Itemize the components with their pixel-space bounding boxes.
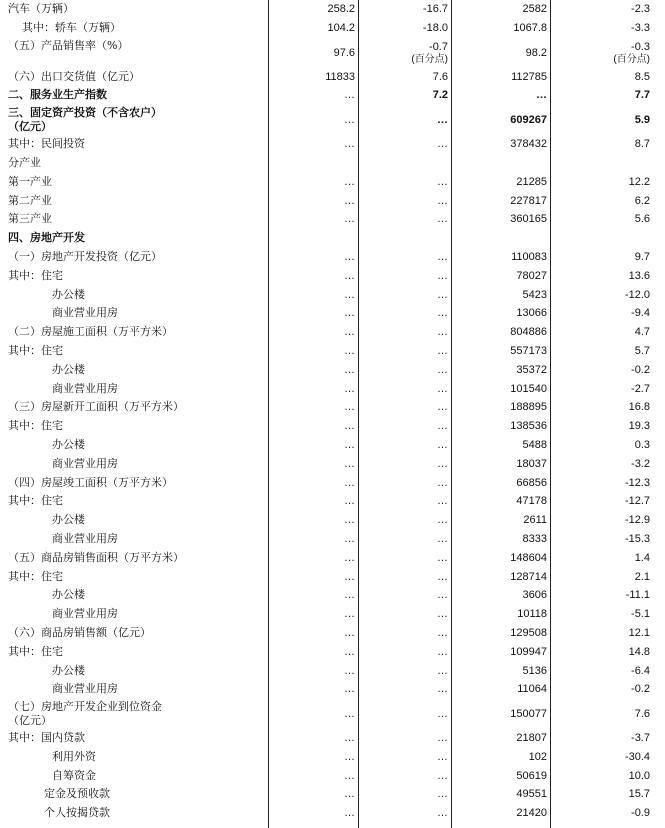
cell-v4: -0.2: [631, 363, 650, 376]
cell-v2: …: [437, 457, 448, 470]
cell-v2: …: [437, 570, 448, 583]
table-row: [0, 643, 665, 662]
cell-v4: 16.8: [628, 401, 650, 414]
row-label: 二、服务业生产指数: [8, 88, 107, 102]
row-label: 其中：住宅: [8, 644, 63, 658]
cell-v2: …: [437, 551, 448, 564]
cell-v1: …: [344, 175, 355, 188]
row-label: 商业营业用房: [52, 381, 118, 395]
cell-v1: …: [344, 457, 355, 470]
cell-v2: …: [437, 326, 448, 339]
cell-v3: 2611: [523, 514, 547, 527]
cell-v1: …: [344, 626, 355, 639]
cell-v4: 10.0: [628, 769, 650, 782]
cell-v1: …: [344, 326, 355, 339]
cell-v2: …: [437, 401, 448, 414]
table-row: [0, 398, 665, 417]
column-divider: [550, 0, 551, 828]
cell-v1: …: [344, 769, 355, 782]
table-row: [0, 267, 665, 286]
row-label: 办公楼: [52, 287, 85, 301]
table-row: [0, 173, 665, 192]
cell-v4: 7.6: [634, 708, 650, 721]
cell-v1: …: [344, 213, 355, 226]
cell-v4: -12.3: [624, 476, 650, 489]
cell-v1: …: [344, 438, 355, 451]
cell-v4: 5.6: [634, 213, 650, 226]
cell-v1: …: [344, 750, 355, 763]
cell-v2: -16.7: [422, 3, 448, 15]
table-row: [0, 804, 665, 823]
cell-v1: …: [344, 732, 355, 745]
table-row: [0, 767, 665, 786]
table-row: [0, 586, 665, 605]
table-row: [0, 662, 665, 681]
cell-v2: …: [437, 288, 448, 301]
cell-v4: 14.8: [628, 645, 650, 658]
table-row: [0, 455, 665, 474]
cell-v3: 609267: [510, 114, 547, 127]
cell-v2: …: [437, 807, 448, 820]
row-label: 办公楼: [52, 437, 85, 451]
cell-v2: …: [437, 788, 448, 801]
cell-v2: …: [437, 476, 448, 489]
cell-v4: 8.5: [634, 70, 650, 83]
cell-v2: …: [437, 194, 448, 207]
table-row: [0, 38, 665, 68]
cell-v2: …: [437, 138, 448, 151]
cell-v4: [550, 229, 653, 248]
row-label: 定金及预收款: [44, 787, 110, 801]
row-label: 第三产业: [8, 212, 52, 226]
cell-v4: -0.3 (百分点): [613, 40, 650, 65]
row-label: 汽车（万辆）: [8, 2, 74, 15]
cell-v2: …: [437, 683, 448, 696]
cell-v3: 98.2: [525, 46, 547, 59]
cell-v3: 35372: [516, 363, 547, 376]
table-row: [0, 210, 665, 229]
cell-v1: …: [344, 608, 355, 621]
cell-v4: 6.2: [634, 194, 650, 207]
row-label: （六）出口交货值（亿元）: [8, 69, 140, 83]
column-divider: [358, 0, 359, 828]
cell-v2: 7.2: [432, 89, 448, 102]
cell-v4: 0.3: [634, 438, 650, 451]
cell-v2: …: [437, 514, 448, 527]
cell-v1: [268, 229, 358, 248]
table-row: [0, 549, 665, 568]
cell-v1: …: [344, 420, 355, 433]
table-row: [0, 86, 665, 105]
table-row: [0, 154, 665, 173]
cell-v3: 66856: [516, 476, 547, 489]
row-label: 其中：住宅: [8, 343, 63, 357]
cell-v2: …: [437, 420, 448, 433]
row-label: 商业营业用房: [52, 607, 118, 621]
cell-v3: 148604: [510, 551, 547, 564]
cell-v4: -2.3: [631, 3, 650, 15]
row-label: 其中：住宅: [8, 494, 63, 508]
cell-v2: …: [437, 344, 448, 357]
row-label: 办公楼: [52, 513, 85, 527]
table-row: [0, 530, 665, 549]
row-label: （七）房地产开发企业到位资金 （亿元）: [8, 700, 162, 728]
row-label: 其中：住宅: [8, 569, 63, 583]
cell-v1: …: [344, 344, 355, 357]
cell-v3: 21420: [516, 807, 547, 820]
cell-v3: 49551: [516, 788, 547, 801]
row-label: （五）商品房销售面积（万平方米）: [8, 550, 184, 564]
cell-v2: 7.6: [432, 70, 448, 83]
cell-v1: …: [344, 138, 355, 151]
cell-v3: 5423: [522, 288, 547, 301]
row-label: （一）房地产开发投资（亿元）: [8, 249, 162, 263]
cell-v3: 378432: [510, 138, 547, 151]
cell-v3: 138536: [510, 420, 547, 433]
row-label: 商业营业用房: [52, 306, 118, 320]
cell-v2: …: [437, 382, 448, 395]
cell-v1: …: [344, 495, 355, 508]
row-label: 第一产业: [8, 174, 52, 188]
cell-v1: [268, 154, 358, 173]
column-divider: [451, 0, 452, 828]
cell-v3: 21285: [516, 175, 547, 188]
row-label: 自筹资金: [52, 768, 96, 782]
cell-v2: …: [437, 495, 448, 508]
table-row: [0, 680, 665, 699]
cell-v3: 78027: [516, 269, 547, 282]
row-label: 其中：住宅: [8, 268, 63, 282]
cell-v1: …: [344, 645, 355, 658]
row-label: （二）房屋施工面积（万平方米）: [8, 325, 173, 339]
cell-v2: …: [437, 708, 448, 721]
cell-v3: 129508: [510, 626, 547, 639]
row-label: 利用外资: [52, 749, 96, 763]
cell-v4: -30.4: [624, 750, 650, 763]
cell-v1: 97.6: [333, 46, 355, 59]
cell-v1: …: [344, 514, 355, 527]
cell-v3: 13066: [516, 307, 547, 320]
cell-v3: 360165: [510, 213, 547, 226]
cell-v1: …: [344, 532, 355, 545]
cell-v1: …: [344, 807, 355, 820]
cell-v1: …: [344, 476, 355, 489]
cell-v3: 112785: [511, 70, 547, 83]
cell-v3: 10118: [517, 608, 547, 621]
cell-v4: -15.3: [624, 532, 650, 545]
cell-v3: 150077: [510, 708, 547, 721]
cell-v3: [451, 154, 550, 173]
cell-v1: …: [344, 114, 355, 127]
cell-v2: …: [437, 175, 448, 188]
table-row: [0, 785, 665, 804]
table-row: [0, 361, 665, 380]
cell-v4: -6.4: [631, 664, 650, 677]
cell-v2: …: [437, 250, 448, 263]
table-row: [0, 135, 665, 154]
cell-v3: [451, 229, 550, 248]
cell-v3: 5488: [522, 438, 547, 451]
row-label: 办公楼: [52, 588, 85, 602]
cell-v3: 128714: [510, 570, 547, 583]
table-row: [0, 192, 665, 211]
cell-v4: 1.4: [634, 551, 650, 564]
cell-v2: …: [437, 114, 448, 127]
cell-v3: 8333: [522, 532, 547, 545]
cell-v2: …: [437, 626, 448, 639]
cell-v4: 12.2: [628, 175, 650, 188]
table-row: [0, 417, 665, 436]
table-row: [0, 492, 665, 511]
cell-v1: …: [344, 788, 355, 801]
table-row: [0, 68, 665, 87]
cell-v4: -12.0: [624, 288, 650, 301]
cell-v4: 13.6: [628, 269, 650, 282]
cell-v3: 3606: [522, 589, 547, 602]
cell-v4: 5.7: [634, 344, 650, 357]
column-divider: [268, 0, 269, 828]
table-row: [0, 229, 665, 248]
table-row: [0, 568, 665, 587]
cell-v2: [358, 229, 451, 248]
row-label: 其中：轿车（万辆）: [22, 20, 121, 34]
cell-v2: …: [437, 645, 448, 658]
cell-v4: -12.9: [624, 514, 650, 527]
cell-v2: …: [437, 664, 448, 677]
cell-v2: …: [437, 769, 448, 782]
cell-v1: …: [344, 708, 355, 721]
cell-v4: -9.4: [631, 307, 650, 320]
cell-v3: 2582: [522, 3, 547, 15]
table-row: [0, 286, 665, 305]
table-row: [0, 624, 665, 643]
cell-v3: 1067.8: [513, 21, 547, 34]
row-label: 其中：国内贷款: [8, 731, 85, 745]
cell-v4: 8.7: [634, 138, 650, 151]
cell-v3: 804886: [510, 326, 547, 339]
cell-v1: 11833: [325, 70, 355, 83]
cell-v1: …: [344, 288, 355, 301]
row-label: （六）商品房销售额（亿元）: [8, 625, 151, 639]
cell-v2: …: [437, 307, 448, 320]
row-label: 办公楼: [52, 663, 85, 677]
table-row: [0, 105, 665, 135]
cell-v3: 110083: [511, 250, 547, 263]
cell-v4: -2.7: [631, 382, 650, 395]
table-row: [0, 19, 665, 38]
cell-v1: …: [344, 664, 355, 677]
cell-v2: …: [437, 608, 448, 621]
row-label: 办公楼: [52, 362, 85, 376]
cell-v4: 19.3: [628, 420, 650, 433]
row-label: 商业营业用房: [52, 456, 118, 470]
cell-v4: 7.7: [634, 89, 650, 102]
cell-v1: …: [344, 589, 355, 602]
cell-v2: …: [437, 589, 448, 602]
cell-v4: 4.7: [634, 326, 650, 339]
cell-v3: 109947: [510, 645, 547, 658]
cell-v2: …: [437, 213, 448, 226]
table-row: [0, 0, 665, 19]
cell-v1: 104.2: [327, 21, 355, 34]
cell-v1: …: [344, 307, 355, 320]
row-label: 四、房地产开发: [8, 231, 85, 245]
cell-v2: …: [437, 438, 448, 451]
cell-v1: …: [344, 683, 355, 696]
cell-v3: 101540: [510, 382, 547, 395]
cell-v1: …: [344, 194, 355, 207]
cell-v2: …: [437, 269, 448, 282]
table-row: [0, 474, 665, 493]
cell-v4: -0.2: [631, 683, 650, 696]
table-row: [0, 511, 665, 530]
cell-v1: …: [344, 382, 355, 395]
cell-v3: 50619: [516, 769, 547, 782]
cell-v4: -0.9: [631, 807, 650, 820]
cell-v1: …: [344, 363, 355, 376]
table-row: [0, 748, 665, 767]
cell-v3: 188895: [510, 401, 547, 414]
cell-v4: -5.1: [631, 608, 650, 621]
row-label: 其中：住宅: [8, 419, 63, 433]
cell-v2: …: [437, 532, 448, 545]
table-row: [0, 248, 665, 267]
table-row: [0, 342, 665, 361]
cell-v2: …: [437, 732, 448, 745]
cell-v3: 557173: [510, 344, 547, 357]
cell-v4: -3.3: [631, 21, 650, 34]
row-label: 分产业: [8, 155, 41, 169]
table-row: [0, 380, 665, 399]
cell-v3: 47178: [516, 495, 547, 508]
row-label: 个人按揭贷款: [44, 806, 110, 820]
row-label: （四）房屋竣工面积（万平方米）: [8, 475, 173, 489]
cell-v1: …: [344, 89, 355, 102]
row-label: 三、固定资产投资（不含农户） （亿元）: [8, 106, 162, 134]
cell-v4: [550, 154, 653, 173]
cell-v2: [358, 154, 451, 173]
cell-v3: 21807: [516, 732, 547, 745]
table-row: [0, 729, 665, 748]
cell-v3: 102: [528, 750, 547, 763]
cell-v4: -3.2: [631, 457, 650, 470]
cell-v1: …: [344, 551, 355, 564]
cell-v4: -11.1: [625, 589, 650, 602]
row-label: 其中：民间投资: [8, 137, 85, 151]
cell-v4: 2.1: [634, 570, 650, 583]
table-row: [0, 605, 665, 624]
table-row: [0, 436, 665, 455]
row-label: 商业营业用房: [52, 531, 118, 545]
cell-v1: 258.2: [327, 3, 355, 15]
table-row: [0, 699, 665, 729]
row-label: 商业营业用房: [52, 682, 118, 696]
cell-v4: 5.9: [634, 114, 650, 127]
cell-v1: …: [344, 250, 355, 263]
cell-v2: -18.0: [422, 21, 448, 34]
cell-v1: …: [344, 570, 355, 583]
cell-v3: 11064: [517, 683, 547, 696]
cell-v2: …: [437, 750, 448, 763]
cell-v2: …: [437, 363, 448, 376]
row-label: （五）产品销售率（%）: [8, 38, 129, 52]
row-label: 第二产业: [8, 193, 52, 207]
cell-v3: …: [536, 89, 547, 102]
cell-v1: …: [344, 269, 355, 282]
cell-v4: 15.7: [628, 788, 650, 801]
cell-v4: -3.7: [631, 732, 650, 745]
cell-v3: 18037: [516, 457, 547, 470]
cell-v4: -12.7: [624, 495, 650, 508]
cell-v1: …: [344, 401, 355, 414]
table-row: [0, 323, 665, 342]
cell-v2: -0.7 (百分点): [411, 40, 448, 65]
cell-v3: 5136: [522, 664, 547, 677]
cell-v4: 9.7: [634, 250, 650, 263]
row-label: （三）房屋新开工面积（万平方米）: [8, 400, 184, 414]
cell-v4: 12.1: [628, 626, 650, 639]
cell-v3: 227817: [510, 194, 547, 207]
table-row: [0, 304, 665, 323]
